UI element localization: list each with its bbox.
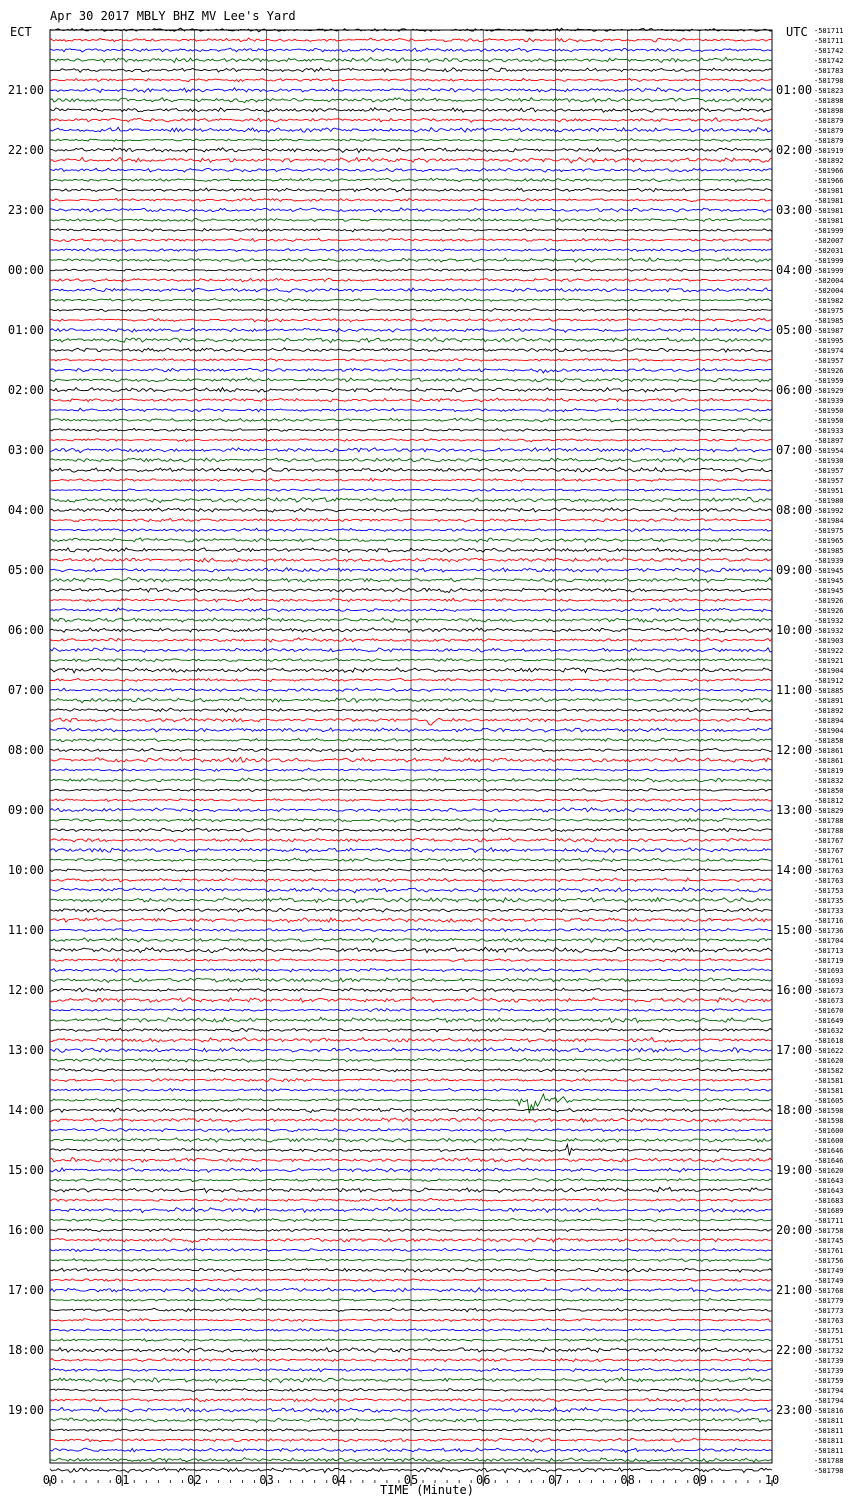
left-hour-label: 19:00 <box>7 1403 44 1417</box>
right-hour-label: 15:00 <box>776 923 813 937</box>
trace-offset-label: -581646 <box>814 1147 844 1155</box>
left-hour-label: 23:00 <box>7 203 44 217</box>
trace-offset-label: -581670 <box>814 1007 844 1015</box>
trace-offset-label: -581811 <box>814 1437 844 1445</box>
trace-offset-label: -581933 <box>814 427 844 435</box>
trace-offset-label: -581646 <box>814 1157 844 1165</box>
left-hour-label: 09:00 <box>7 803 44 817</box>
trace-offset-label: -581622 <box>814 1047 844 1055</box>
trace-offset-label: -581919 <box>814 147 844 155</box>
trace-offset-label: -581861 <box>814 747 844 755</box>
trace-offset-label: -581957 <box>814 357 844 365</box>
trace-offset-label: -581921 <box>814 657 844 665</box>
trace-offset-label: -581620 <box>814 1057 844 1065</box>
trace-offset-label: -581879 <box>814 127 844 135</box>
left-hour-label: 21:00 <box>7 83 44 97</box>
left-hour-label: 08:00 <box>7 743 44 757</box>
trace-offset-label: -581788 <box>814 817 844 825</box>
x-tick-label: 01 <box>114 1473 130 1487</box>
left-hour-label: 03:00 <box>7 443 44 457</box>
trace-offset-label: -581965 <box>814 537 844 545</box>
right-hour-label: 06:00 <box>776 383 813 397</box>
left-hour-label: 14:00 <box>7 1103 44 1117</box>
left-hour-label: 15:00 <box>7 1163 44 1177</box>
trace-offset-label: -581966 <box>814 167 844 175</box>
trace-offset-label: -581649 <box>814 1017 844 1025</box>
trace-offset-label: -581753 <box>814 887 844 895</box>
left-hour-label: 05:00 <box>7 563 44 577</box>
trace-offset-label: -581966 <box>814 177 844 185</box>
trace-offset-label: -581761 <box>814 857 844 865</box>
right-hour-label: 23:00 <box>776 1403 813 1417</box>
right-hour-label: 11:00 <box>776 683 813 697</box>
trace-offset-label: -581879 <box>814 117 844 125</box>
trace-offset-label: -581811 <box>814 1417 844 1425</box>
trace-offset-label: -581643 <box>814 1187 844 1195</box>
trace-offset-label: -581950 <box>814 417 844 425</box>
left-hour-label: 01:00 <box>7 323 44 337</box>
left-hour-label: 00:00 <box>7 263 44 277</box>
trace-offset-label: -581945 <box>814 587 844 595</box>
x-tick-label: 10 <box>764 1473 780 1487</box>
right-hour-label: 12:00 <box>776 743 813 757</box>
trace-offset-label: -581904 <box>814 667 844 675</box>
trace-offset-label: -581783 <box>814 67 844 75</box>
trace-offset-label: -581736 <box>814 927 844 935</box>
trace-offset-label: -581981 <box>814 207 844 215</box>
trace-offset-label: -581763 <box>814 867 844 875</box>
trace-offset-label: -581632 <box>814 1027 844 1035</box>
trace-offset-label: -581981 <box>814 217 844 225</box>
trace-offset-label: -581926 <box>814 597 844 605</box>
trace-offset-label: -581739 <box>814 1357 844 1365</box>
trace-offset-label: -581582 <box>814 1067 844 1075</box>
x-tick-label: 00 <box>42 1473 58 1487</box>
trace-offset-label: -581861 <box>814 757 844 765</box>
trace-offset-label: -581745 <box>814 1237 844 1245</box>
right-timezone-label: UTC <box>786 25 808 39</box>
trace-offset-label: -581980 <box>814 497 844 505</box>
trace-offset-label: -581763 <box>814 877 844 885</box>
trace-offset-label: -581885 <box>814 687 844 695</box>
trace-offset-label: -581788 <box>814 1457 844 1465</box>
trace-offset-label: -581984 <box>814 517 844 525</box>
trace-offset-label: -581788 <box>814 827 844 835</box>
trace-offset-label: -581982 <box>814 297 844 305</box>
right-hour-label: 22:00 <box>776 1343 813 1357</box>
right-hour-label: 07:00 <box>776 443 813 457</box>
left-hour-label: 07:00 <box>7 683 44 697</box>
right-hour-label: 03:00 <box>776 203 813 217</box>
trace-offset-label: -581763 <box>814 1317 844 1325</box>
trace-offset-label: -581981 <box>814 187 844 195</box>
trace-offset-label: -581957 <box>814 467 844 475</box>
trace-offset-label: -582004 <box>814 287 844 295</box>
right-hour-label: 09:00 <box>776 563 813 577</box>
trace-offset-label: -581945 <box>814 577 844 585</box>
trace-offset-label: -581959 <box>814 377 844 385</box>
trace-offset-labels <box>814 27 844 1475</box>
trace-offset-label: -581761 <box>814 1247 844 1255</box>
trace-offset-label: -581767 <box>814 847 844 855</box>
trace-offset-label: -581733 <box>814 907 844 915</box>
trace-offset-label: -581992 <box>814 507 844 515</box>
x-tick-label: 04 <box>331 1473 347 1487</box>
trace-offset-label: -581711 <box>814 37 844 45</box>
trace-offset-label: -581922 <box>814 647 844 655</box>
x-axis-ticks <box>43 1473 779 1487</box>
trace-offset-label: -581600 <box>814 1137 844 1145</box>
left-hour-label: 22:00 <box>7 143 44 157</box>
trace-offset-label: -581985 <box>814 317 844 325</box>
trace-offset-label: -581951 <box>814 487 844 495</box>
trace-offset-label: -581850 <box>814 787 844 795</box>
trace-offset-label: -581981 <box>814 197 844 205</box>
left-hour-label: 17:00 <box>7 1283 44 1297</box>
trace-offset-label: -581975 <box>814 527 844 535</box>
trace-offset-label: -581711 <box>814 27 844 35</box>
x-tick-label: 08 <box>620 1473 635 1487</box>
right-hour-labels <box>776 83 812 1417</box>
trace-offset-label: -581758 <box>814 1227 844 1235</box>
trace-offset-label: -581798 <box>814 1467 844 1475</box>
trace-offset-label: -581598 <box>814 1117 844 1125</box>
trace-offset-label: -581929 <box>814 387 844 395</box>
trace-offset-label: -581903 <box>814 637 844 645</box>
x-axis-title: TIME (Minute) <box>380 1483 474 1497</box>
trace-offset-label: -581751 <box>814 1327 844 1335</box>
trace-offset-label: -581683 <box>814 1197 844 1205</box>
trace-offset-label: -581832 <box>814 777 844 785</box>
trace-offset-label: -581794 <box>814 1397 844 1405</box>
left-timezone-label: ECT <box>10 25 32 39</box>
trace-offset-label: -581898 <box>814 97 844 105</box>
right-hour-label: 20:00 <box>776 1223 813 1237</box>
trace-offset-label: -581605 <box>814 1097 844 1105</box>
trace-offset-label: -581950 <box>814 407 844 415</box>
left-hour-label: 11:00 <box>7 923 44 937</box>
left-hour-label: 06:00 <box>7 623 44 637</box>
trace-offset-label: -581794 <box>814 1387 844 1395</box>
right-hour-label: 17:00 <box>776 1043 813 1057</box>
trace-offset-label: -581749 <box>814 1267 844 1275</box>
trace-offset-label: -581829 <box>814 807 844 815</box>
trace-offset-label: -581904 <box>814 727 844 735</box>
left-hour-label: 18:00 <box>7 1343 44 1357</box>
trace-offset-label: -581673 <box>814 997 844 1005</box>
trace-offset-label: -581739 <box>814 1367 844 1375</box>
trace-offset-label: -581999 <box>814 267 844 275</box>
x-tick-label: 09 <box>692 1473 708 1487</box>
trace-offset-label: -581858 <box>814 737 844 745</box>
trace-offset-label: -581620 <box>814 1167 844 1175</box>
right-hour-label: 01:00 <box>776 83 813 97</box>
trace-offset-label: -581987 <box>814 327 844 335</box>
right-hour-label: 08:00 <box>776 503 813 517</box>
trace-offset-label: -581894 <box>814 717 844 725</box>
right-hour-label: 04:00 <box>776 263 813 277</box>
trace-offset-label: -581643 <box>814 1177 844 1185</box>
trace-offset-label: -581898 <box>814 107 844 115</box>
right-hour-label: 19:00 <box>776 1163 813 1177</box>
right-hour-label: 21:00 <box>776 1283 813 1297</box>
trace-offset-label: -581930 <box>814 457 844 465</box>
right-hour-label: 18:00 <box>776 1103 813 1117</box>
trace-offset-label: -582031 <box>814 247 844 255</box>
left-hour-label: 12:00 <box>7 983 44 997</box>
left-hour-labels <box>8 83 44 1417</box>
trace-offset-label: -581716 <box>814 917 844 925</box>
trace-offset-label: -582004 <box>814 277 844 285</box>
trace-offset-label: -581704 <box>814 937 844 945</box>
left-hour-label: 13:00 <box>7 1043 44 1057</box>
trace-offset-label: -581932 <box>814 627 844 635</box>
trace-offset-label: -581816 <box>814 1407 844 1415</box>
trace-offset-label: -581756 <box>814 1257 844 1265</box>
trace-offset-label: -581719 <box>814 957 844 965</box>
trace-offset-label: -581811 <box>814 1447 844 1455</box>
trace-offset-label: -581926 <box>814 607 844 615</box>
left-hour-label: 16:00 <box>7 1223 44 1237</box>
trace-offset-label: -581773 <box>814 1307 844 1315</box>
trace-offset-label: -581693 <box>814 977 844 985</box>
minute-gridlines <box>122 30 700 1480</box>
trace-offset-label: -581732 <box>814 1347 844 1355</box>
trace-offset-label: -581711 <box>814 1217 844 1225</box>
trace-offset-label: -581742 <box>814 57 844 65</box>
trace-offset-label: -581742 <box>814 47 844 55</box>
trace-offset-label: -581713 <box>814 947 844 955</box>
trace-offset-label: -581892 <box>814 707 844 715</box>
right-hour-label: 10:00 <box>776 623 813 637</box>
trace-offset-label: -581693 <box>814 967 844 975</box>
trace-offset-label: -581819 <box>814 767 844 775</box>
trace-offset-label: -581892 <box>814 157 844 165</box>
trace-offset-label: -581751 <box>814 1337 844 1345</box>
trace-offset-label: -581600 <box>814 1127 844 1135</box>
trace-offset-label: -581891 <box>814 697 844 705</box>
trace-offset-label: -581999 <box>814 227 844 235</box>
trace-offset-label: -581581 <box>814 1077 844 1085</box>
trace-offset-label: -581912 <box>814 677 844 685</box>
trace-offset-label: -582007 <box>814 237 844 245</box>
trace-offset-label: -581768 <box>814 1287 844 1295</box>
right-hour-label: 16:00 <box>776 983 813 997</box>
trace-offset-label: -581823 <box>814 87 844 95</box>
trace-offset-label: -581897 <box>814 437 844 445</box>
x-tick-label: 05 <box>403 1473 419 1487</box>
trace-offset-label: -581939 <box>814 397 844 405</box>
trace-offset-label: -581598 <box>814 1107 844 1115</box>
trace-offset-label: -581939 <box>814 557 844 565</box>
x-tick-label: 03 <box>259 1473 274 1487</box>
right-hour-label: 13:00 <box>776 803 813 817</box>
trace-offset-label: -581999 <box>814 257 844 265</box>
trace-offset-label: -581759 <box>814 1377 844 1385</box>
trace-offset-label: -581812 <box>814 797 844 805</box>
trace-offset-label: -581581 <box>814 1087 844 1095</box>
right-hour-label: 05:00 <box>776 323 813 337</box>
trace-offset-label: -581995 <box>814 337 844 345</box>
trace-offset-label: -581985 <box>814 547 844 555</box>
trace-offset-label: -581689 <box>814 1207 844 1215</box>
chart-title: Apr 30 2017 MBLY BHZ MV Lee's Yard <box>50 9 296 23</box>
trace-offset-label: -581879 <box>814 137 844 145</box>
trace-offset-label: -581926 <box>814 367 844 375</box>
trace-offset-label: -581779 <box>814 1297 844 1305</box>
trace-offset-label: -581735 <box>814 897 844 905</box>
trace-offset-label: -581767 <box>814 837 844 845</box>
trace-offset-label: -581798 <box>814 77 844 85</box>
trace-offset-label: -581932 <box>814 617 844 625</box>
left-hour-label: 10:00 <box>7 863 44 877</box>
x-tick-label: 06 <box>475 1473 491 1487</box>
trace-offset-label: -581975 <box>814 307 844 315</box>
right-hour-label: 02:00 <box>776 143 813 157</box>
trace-offset-label: -581974 <box>814 347 844 355</box>
trace-offset-label: -581957 <box>814 477 844 485</box>
trace-offset-label: -581618 <box>814 1037 844 1045</box>
right-hour-label: 14:00 <box>776 863 813 877</box>
left-hour-label: 04:00 <box>7 503 44 517</box>
trace-offset-label: -581945 <box>814 567 844 575</box>
trace-offset-label: -581749 <box>814 1277 844 1285</box>
left-hour-label: 02:00 <box>7 383 44 397</box>
x-tick-label: 07 <box>548 1473 563 1487</box>
trace-offset-label: -581673 <box>814 987 844 995</box>
trace-offset-label: -581811 <box>814 1427 844 1435</box>
x-tick-label: 02 <box>187 1473 202 1487</box>
trace-offset-label: -581954 <box>814 447 844 455</box>
